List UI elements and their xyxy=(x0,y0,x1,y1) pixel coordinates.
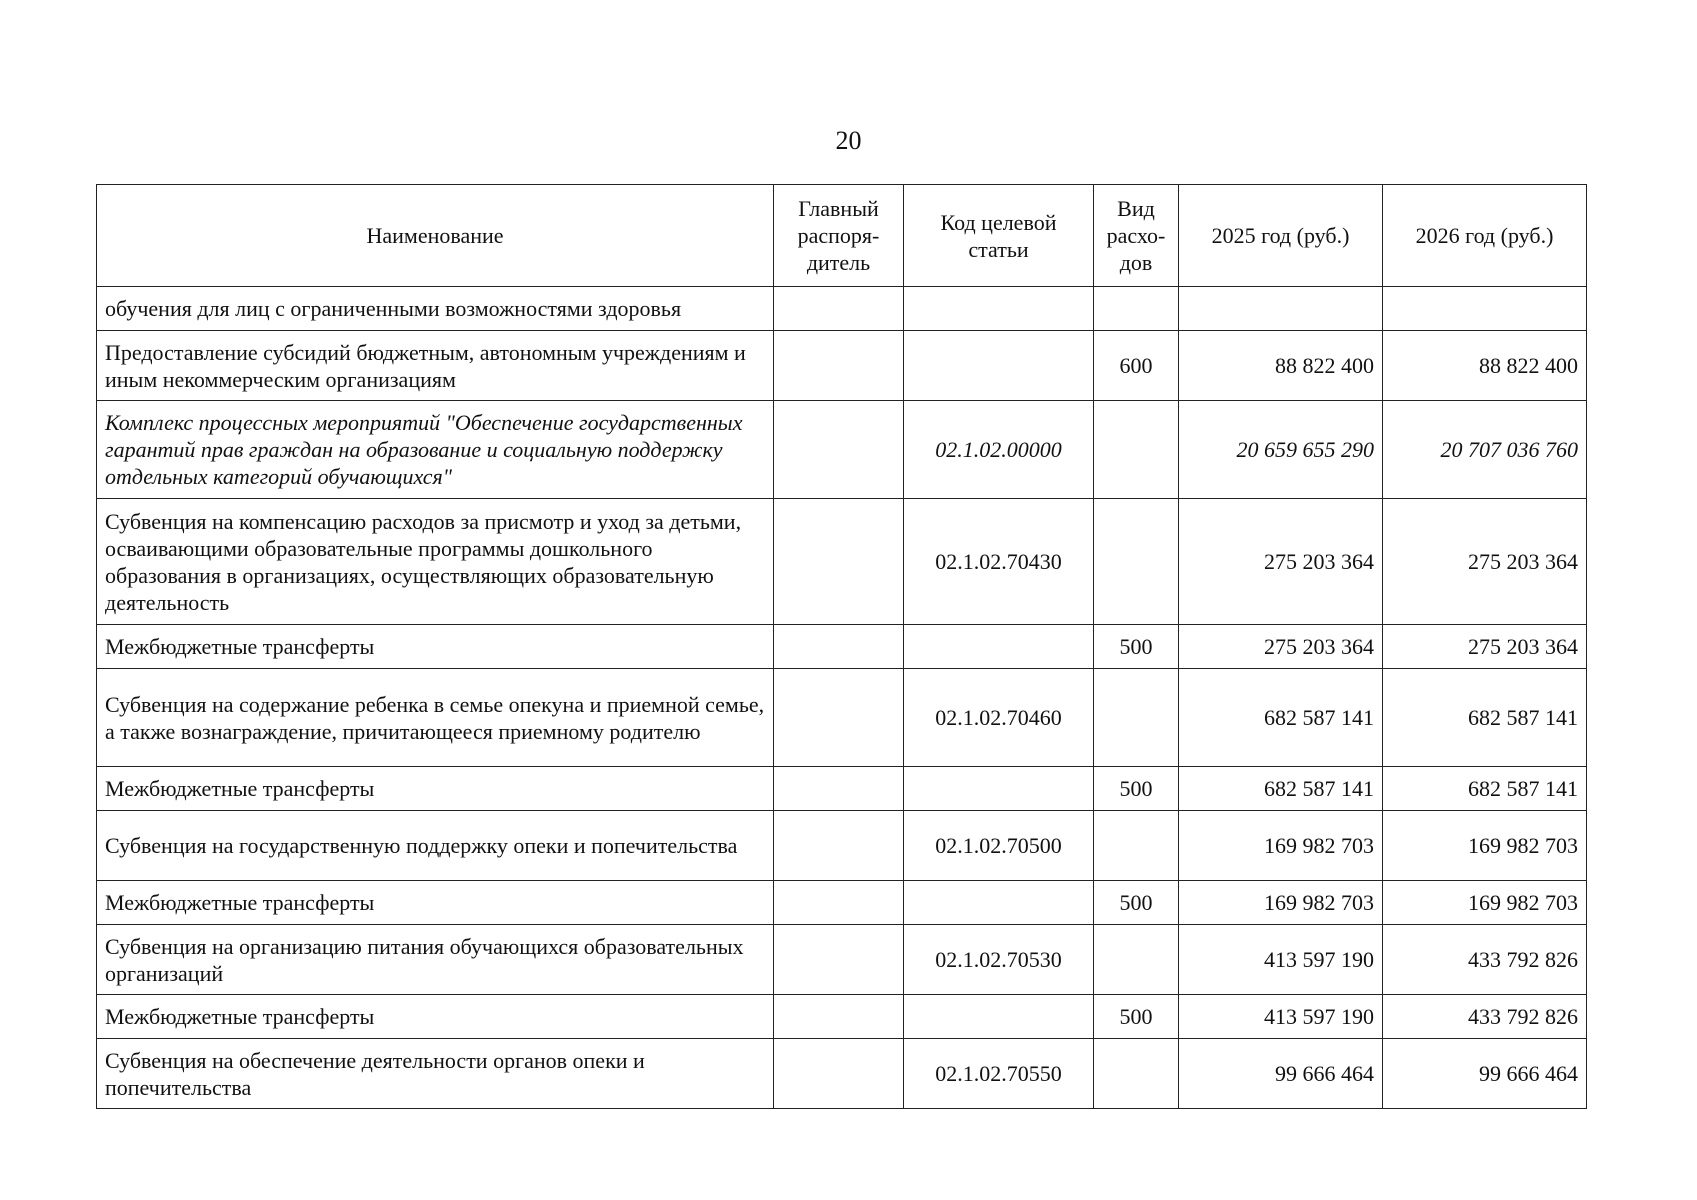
cell-expense-type xyxy=(1094,811,1179,881)
cell-name: Субвенция на государственную поддержку опеки и попечительства xyxy=(97,811,774,881)
cell-expense-type: 500 xyxy=(1094,625,1179,669)
cell-2025: 20 659 655 290 xyxy=(1179,401,1383,499)
cell-manager xyxy=(774,1039,904,1109)
table-row xyxy=(97,767,1587,811)
cell-2026: 88 822 400 xyxy=(1383,331,1587,401)
cell-manager xyxy=(774,925,904,995)
cell-expense-type: 500 xyxy=(1094,881,1179,925)
cell-expense-type xyxy=(1094,1039,1179,1109)
header-2025: 2025 год (руб.) xyxy=(1179,185,1383,287)
cell-manager xyxy=(774,401,904,499)
cell-code: 02.1.02.70530 xyxy=(904,925,1094,995)
cell-code xyxy=(904,881,1094,925)
cell-2025: 275 203 364 xyxy=(1179,499,1383,625)
cell-2026: 433 792 826 xyxy=(1383,995,1587,1039)
cell-name: Субвенция на содержание ребенка в семье опекуна и приемной семье, а также вознаграждение, причитающееся приемному родителю xyxy=(97,669,774,767)
cell-2026: 275 203 364 xyxy=(1383,499,1587,625)
header-name: Наименование xyxy=(97,185,774,287)
table-row xyxy=(97,881,1587,925)
cell-name: Предоставление субсидий бюджетным, автономным учреждениям и иным некоммерческим организациям xyxy=(97,331,774,401)
cell-name: Межбюджетные трансферты xyxy=(97,881,774,925)
cell-2025: 88 822 400 xyxy=(1179,331,1383,401)
cell-code xyxy=(904,331,1094,401)
cell-2025: 169 982 703 xyxy=(1179,881,1383,925)
header-expense-type: Вид расхо-дов xyxy=(1094,185,1179,287)
table-row xyxy=(97,1039,1587,1109)
cell-expense-type xyxy=(1094,401,1179,499)
cell-code: 02.1.02.70550 xyxy=(904,1039,1094,1109)
table-row xyxy=(97,499,1587,625)
table-row xyxy=(97,995,1587,1039)
table-header-row xyxy=(97,185,1587,287)
cell-expense-type xyxy=(1094,287,1179,331)
table-row xyxy=(97,925,1587,995)
cell-expense-type: 500 xyxy=(1094,995,1179,1039)
cell-2026: 682 587 141 xyxy=(1383,669,1587,767)
cell-2026: 169 982 703 xyxy=(1383,881,1587,925)
cell-code: 02.1.02.70430 xyxy=(904,499,1094,625)
cell-2026: 20 707 036 760 xyxy=(1383,401,1587,499)
cell-2025: 275 203 364 xyxy=(1179,625,1383,669)
budget-table xyxy=(96,184,1587,1109)
cell-2025: 682 587 141 xyxy=(1179,767,1383,811)
cell-name: Комплекс процессных мероприятий "Обеспечение государственных гарантий прав граждан на образование и социальную поддержку отдельных категорий обучающихся" xyxy=(97,401,774,499)
table-body xyxy=(97,287,1587,1109)
cell-code: 02.1.02.00000 xyxy=(904,401,1094,499)
table-row xyxy=(97,669,1587,767)
cell-2026 xyxy=(1383,287,1587,331)
header-code: Код целевой статьи xyxy=(904,185,1094,287)
cell-code xyxy=(904,995,1094,1039)
header-manager: Главный распоря-дитель xyxy=(774,185,904,287)
page-number: 20 xyxy=(835,126,862,155)
cell-manager xyxy=(774,811,904,881)
cell-code xyxy=(904,767,1094,811)
cell-name: Субвенция на обеспечение деятельности органов опеки и попечительства xyxy=(97,1039,774,1109)
cell-expense-type xyxy=(1094,499,1179,625)
cell-name: Субвенция на организацию питания обучающихся образовательных организаций xyxy=(97,925,774,995)
cell-2026: 682 587 141 xyxy=(1383,767,1587,811)
cell-manager xyxy=(774,669,904,767)
cell-name: Межбюджетные трансферты xyxy=(97,767,774,811)
cell-expense-type: 600 xyxy=(1094,331,1179,401)
cell-manager xyxy=(774,499,904,625)
cell-code xyxy=(904,287,1094,331)
cell-manager xyxy=(774,625,904,669)
cell-2026: 169 982 703 xyxy=(1383,811,1587,881)
table-row xyxy=(97,625,1587,669)
cell-2025: 169 982 703 xyxy=(1179,811,1383,881)
cell-name: Субвенция на компенсацию расходов за присмотр и уход за детьми, осваивающими образовательные программы дошкольного образования в организациях, осуществляющих образовательную деятельность xyxy=(97,499,774,625)
table-row xyxy=(97,331,1587,401)
cell-2025: 413 597 190 xyxy=(1179,995,1383,1039)
cell-manager xyxy=(774,767,904,811)
header-2026: 2026 год (руб.) xyxy=(1383,185,1587,287)
cell-2025 xyxy=(1179,287,1383,331)
cell-expense-type: 500 xyxy=(1094,767,1179,811)
cell-2025: 99 666 464 xyxy=(1179,1039,1383,1109)
cell-manager xyxy=(774,881,904,925)
table-row xyxy=(97,287,1587,331)
cell-2026: 275 203 364 xyxy=(1383,625,1587,669)
cell-code: 02.1.02.70500 xyxy=(904,811,1094,881)
cell-2026: 99 666 464 xyxy=(1383,1039,1587,1109)
table-row xyxy=(97,401,1587,499)
cell-2025: 682 587 141 xyxy=(1179,669,1383,767)
cell-2025: 413 597 190 xyxy=(1179,925,1383,995)
cell-manager xyxy=(774,331,904,401)
cell-manager xyxy=(774,995,904,1039)
table-row xyxy=(97,811,1587,881)
cell-name: Межбюджетные трансферты xyxy=(97,995,774,1039)
cell-name: обучения для лиц с ограниченными возможностями здоровья xyxy=(97,287,774,331)
cell-2026: 433 792 826 xyxy=(1383,925,1587,995)
cell-name: Межбюджетные трансферты xyxy=(97,625,774,669)
cell-expense-type xyxy=(1094,669,1179,767)
cell-code: 02.1.02.70460 xyxy=(904,669,1094,767)
cell-code xyxy=(904,625,1094,669)
cell-manager xyxy=(774,287,904,331)
cell-expense-type xyxy=(1094,925,1179,995)
